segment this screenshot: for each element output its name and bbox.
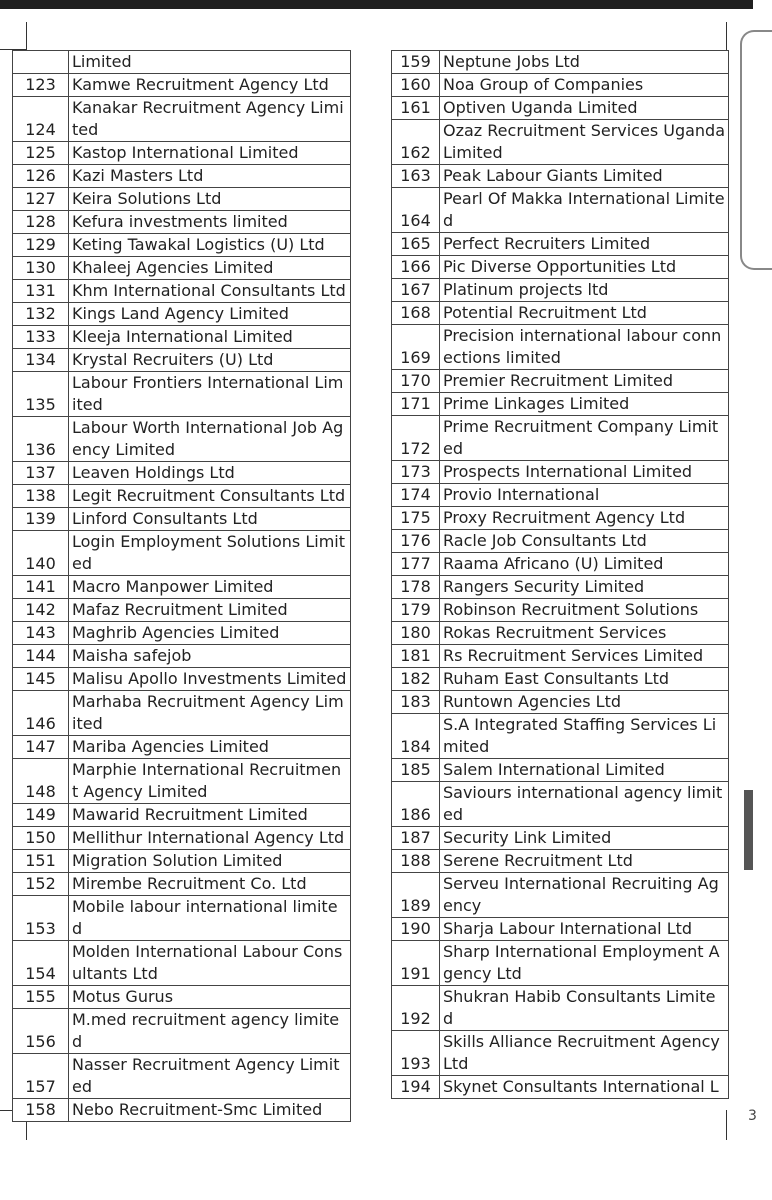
agency-name: S.A Integrated Staffing Services Limited xyxy=(440,714,729,759)
row-number: 160 xyxy=(392,74,440,97)
table-row xyxy=(13,485,351,508)
table-row xyxy=(13,280,351,303)
agency-name: Prospects International Limited xyxy=(440,461,729,484)
agency-name: Shukran Habib Consultants Limited xyxy=(440,986,729,1031)
table-row xyxy=(13,691,351,736)
top-dark-bar xyxy=(0,0,753,9)
table-row xyxy=(13,531,351,576)
row-number: 142 xyxy=(13,599,69,622)
table-row xyxy=(13,1099,351,1122)
table-row xyxy=(392,233,729,256)
table-row xyxy=(13,850,351,873)
row-number: 171 xyxy=(392,393,440,416)
row-number: 150 xyxy=(13,827,69,850)
agency-name: Platinum projects ltd xyxy=(440,279,729,302)
table-row xyxy=(392,873,729,918)
row-number: 170 xyxy=(392,370,440,393)
table-row xyxy=(392,1031,729,1076)
table-row xyxy=(392,782,729,827)
row-number xyxy=(13,51,69,74)
row-number: 166 xyxy=(392,256,440,279)
row-number: 188 xyxy=(392,850,440,873)
table-row xyxy=(392,97,729,120)
table-row xyxy=(392,461,729,484)
agency-name: Skynet Consultants International L xyxy=(440,1076,729,1099)
agency-name: Skills Alliance Recruitment Agency Ltd xyxy=(440,1031,729,1076)
row-number: 189 xyxy=(392,873,440,918)
table-row xyxy=(13,234,351,257)
agency-name: Perfect Recruiters Limited xyxy=(440,233,729,256)
agency-name: M.med recruitment agency limited xyxy=(69,1009,351,1054)
agency-name: Prime Recruitment Company Limited xyxy=(440,416,729,461)
agency-name: Kings Land Agency Limited xyxy=(69,303,351,326)
agency-name: Neptune Jobs Ltd xyxy=(440,51,729,74)
table-row xyxy=(392,256,729,279)
row-number: 132 xyxy=(13,303,69,326)
table-row xyxy=(13,188,351,211)
table-row xyxy=(392,622,729,645)
table-row xyxy=(13,165,351,188)
row-number: 162 xyxy=(392,120,440,165)
agency-name: Limited xyxy=(69,51,351,74)
row-number: 164 xyxy=(392,188,440,233)
row-number: 161 xyxy=(392,97,440,120)
agency-name: Molden International Labour Consultants Ltd xyxy=(69,941,351,986)
agency-name: Mafaz Recruitment Limited xyxy=(69,599,351,622)
row-number: 175 xyxy=(392,507,440,530)
row-number: 187 xyxy=(392,827,440,850)
row-number: 134 xyxy=(13,349,69,372)
row-number: 169 xyxy=(392,325,440,370)
row-number: 155 xyxy=(13,986,69,1009)
scroll-thumb[interactable] xyxy=(744,790,753,870)
agency-name: Racle Job Consultants Ltd xyxy=(440,530,729,553)
table-row xyxy=(392,188,729,233)
agency-name: Maghrib Agencies Limited xyxy=(69,622,351,645)
table-row xyxy=(13,349,351,372)
row-number: 180 xyxy=(392,622,440,645)
table-row xyxy=(13,417,351,462)
table-row xyxy=(13,326,351,349)
row-number: 184 xyxy=(392,714,440,759)
row-number: 153 xyxy=(13,896,69,941)
row-number: 141 xyxy=(13,576,69,599)
agency-name: Pic Diverse Opportunities Ltd xyxy=(440,256,729,279)
row-number: 163 xyxy=(392,165,440,188)
row-number: 145 xyxy=(13,668,69,691)
table-row xyxy=(392,714,729,759)
table-row xyxy=(13,941,351,986)
row-number: 127 xyxy=(13,188,69,211)
agency-name: Ruham East Consultants Ltd xyxy=(440,668,729,691)
table-row xyxy=(13,896,351,941)
agency-name: Serene Recruitment Ltd xyxy=(440,850,729,873)
row-number: 149 xyxy=(13,804,69,827)
crop-mark-top-right-v xyxy=(726,22,727,50)
row-number: 144 xyxy=(13,645,69,668)
row-number: 191 xyxy=(392,941,440,986)
table-row xyxy=(392,850,729,873)
agency-name: Serveu International Recruiting Agency xyxy=(440,873,729,918)
agency-name: Mobile labour international limited xyxy=(69,896,351,941)
agency-table-left xyxy=(12,50,351,1122)
table-row xyxy=(392,302,729,325)
table-row xyxy=(392,165,729,188)
table-row xyxy=(13,599,351,622)
table-row xyxy=(13,622,351,645)
agency-name: Migration Solution Limited xyxy=(69,850,351,873)
table-row xyxy=(392,393,729,416)
agency-name: Peak Labour Giants Limited xyxy=(440,165,729,188)
agency-name: Login Employment Solutions Limited xyxy=(69,531,351,576)
row-number: 133 xyxy=(13,326,69,349)
table-row xyxy=(392,986,729,1031)
row-number: 173 xyxy=(392,461,440,484)
table-row xyxy=(13,462,351,485)
table-row xyxy=(13,576,351,599)
table-row xyxy=(392,691,729,714)
table-row xyxy=(13,873,351,896)
row-number: 190 xyxy=(392,918,440,941)
agency-name: Labour Worth International Job Agency Limited xyxy=(69,417,351,462)
table-row xyxy=(13,804,351,827)
agency-name: Ozaz Recruitment Services Uganda Limited xyxy=(440,120,729,165)
row-number: 179 xyxy=(392,599,440,622)
row-number: 131 xyxy=(13,280,69,303)
agency-name: Sharp International Employment Agency Ltd xyxy=(440,941,729,986)
agency-name: Optiven Uganda Limited xyxy=(440,97,729,120)
table-row xyxy=(13,303,351,326)
agency-name: Sharja Labour International Ltd xyxy=(440,918,729,941)
row-number: 193 xyxy=(392,1031,440,1076)
row-number: 135 xyxy=(13,372,69,417)
agency-name: Keting Tawakal Logistics (U) Ltd xyxy=(69,234,351,257)
page-number: 3 xyxy=(748,1108,757,1124)
agency-name: Noa Group of Companies xyxy=(440,74,729,97)
agency-name: Macro Manpower Limited xyxy=(69,576,351,599)
row-number: 140 xyxy=(13,531,69,576)
table-row xyxy=(13,668,351,691)
agency-name: Provio International xyxy=(440,484,729,507)
table-row xyxy=(392,576,729,599)
row-number: 126 xyxy=(13,165,69,188)
row-number: 165 xyxy=(392,233,440,256)
row-number: 192 xyxy=(392,986,440,1031)
row-number: 156 xyxy=(13,1009,69,1054)
row-number: 148 xyxy=(13,759,69,804)
row-number: 159 xyxy=(392,51,440,74)
table-row xyxy=(13,759,351,804)
agency-name: Keira Solutions Ltd xyxy=(69,188,351,211)
table-row xyxy=(392,51,729,74)
row-number: 151 xyxy=(13,850,69,873)
table-row xyxy=(13,372,351,417)
row-number: 172 xyxy=(392,416,440,461)
agency-name: Security Link Limited xyxy=(440,827,729,850)
table-row xyxy=(392,941,729,986)
agency-name: Leaven Holdings Ltd xyxy=(69,462,351,485)
row-number: 183 xyxy=(392,691,440,714)
table-row xyxy=(13,1009,351,1054)
agency-name: Krystal Recruiters (U) Ltd xyxy=(69,349,351,372)
agency-name: Kamwe Recruitment Agency Ltd xyxy=(69,74,351,97)
table-row xyxy=(392,325,729,370)
row-number: 124 xyxy=(13,97,69,142)
agency-name: Legit Recruitment Consultants Ltd xyxy=(69,485,351,508)
table-row xyxy=(392,645,729,668)
row-number: 157 xyxy=(13,1054,69,1099)
row-number: 146 xyxy=(13,691,69,736)
agency-name: Raama Africano (U) Limited xyxy=(440,553,729,576)
agency-name: Robinson Recruitment Solutions xyxy=(440,599,729,622)
table-row xyxy=(13,986,351,1009)
agency-name: Salem International Limited xyxy=(440,759,729,782)
row-number: 174 xyxy=(392,484,440,507)
table-row xyxy=(13,1054,351,1099)
row-number: 182 xyxy=(392,668,440,691)
agency-name: Kastop International Limited xyxy=(69,142,351,165)
agency-name: Rs Recruitment Services Limited xyxy=(440,645,729,668)
agency-name: Kleeja International Limited xyxy=(69,326,351,349)
row-number: 125 xyxy=(13,142,69,165)
agency-name: Nasser Recruitment Agency Limited xyxy=(69,1054,351,1099)
table-row xyxy=(13,508,351,531)
agency-name: Premier Recruitment Limited xyxy=(440,370,729,393)
agency-name: Maisha safejob xyxy=(69,645,351,668)
table-row xyxy=(392,827,729,850)
agency-name: Kazi Masters Ltd xyxy=(69,165,351,188)
agency-table-right xyxy=(391,50,729,1099)
row-number: 168 xyxy=(392,302,440,325)
table-row xyxy=(13,736,351,759)
table-row xyxy=(13,51,351,74)
row-number: 176 xyxy=(392,530,440,553)
agency-name: Kanakar Recruitment Agency Limited xyxy=(69,97,351,142)
agency-name: Nebo Recruitment-Smc Limited xyxy=(69,1099,351,1122)
row-number: 185 xyxy=(392,759,440,782)
agency-name: Potential Recruitment Ltd xyxy=(440,302,729,325)
device-edge-overlay xyxy=(740,30,772,270)
row-number: 138 xyxy=(13,485,69,508)
row-number: 143 xyxy=(13,622,69,645)
table-row xyxy=(392,416,729,461)
crop-mark-bottom-right-v xyxy=(726,1110,727,1140)
row-number: 152 xyxy=(13,873,69,896)
agency-name: Linford Consultants Ltd xyxy=(69,508,351,531)
row-number: 136 xyxy=(13,417,69,462)
row-number: 123 xyxy=(13,74,69,97)
agency-name: Runtown Agencies Ltd xyxy=(440,691,729,714)
agency-name: Mawarid Recruitment Limited xyxy=(69,804,351,827)
table-row xyxy=(392,530,729,553)
table-row xyxy=(13,211,351,234)
table-row xyxy=(13,142,351,165)
agency-name: Mellithur International Agency Ltd xyxy=(69,827,351,850)
table-row xyxy=(13,645,351,668)
agency-name: Saviours international agency limited xyxy=(440,782,729,827)
row-number: 129 xyxy=(13,234,69,257)
agency-name: Malisu Apollo Investments Limited xyxy=(69,668,351,691)
agency-name: Precision international labour connections limited xyxy=(440,325,729,370)
agency-name: Proxy Recruitment Agency Ltd xyxy=(440,507,729,530)
agency-name: Marhaba Recruitment Agency Limited xyxy=(69,691,351,736)
table-row xyxy=(392,759,729,782)
table-row xyxy=(392,74,729,97)
table-row xyxy=(392,599,729,622)
agency-name: Khaleej Agencies Limited xyxy=(69,257,351,280)
agency-name: Mirembe Recruitment Co. Ltd xyxy=(69,873,351,896)
agency-name: Marphie International Recruitment Agency Limited xyxy=(69,759,351,804)
agency-name: Rangers Security Limited xyxy=(440,576,729,599)
table-row xyxy=(392,484,729,507)
agency-name: Pearl Of Makka International Limited xyxy=(440,188,729,233)
row-number: 137 xyxy=(13,462,69,485)
row-number: 167 xyxy=(392,279,440,302)
row-number: 128 xyxy=(13,211,69,234)
agency-name: Motus Gurus xyxy=(69,986,351,1009)
row-number: 154 xyxy=(13,941,69,986)
table-row xyxy=(392,668,729,691)
agency-name: Mariba Agencies Limited xyxy=(69,736,351,759)
agency-name: Khm International Consultants Ltd xyxy=(69,280,351,303)
row-number: 177 xyxy=(392,553,440,576)
table-row xyxy=(392,120,729,165)
row-number: 147 xyxy=(13,736,69,759)
table-row xyxy=(13,97,351,142)
agency-name: Prime Linkages Limited xyxy=(440,393,729,416)
agency-name: Labour Frontiers International Limited xyxy=(69,372,351,417)
table-row xyxy=(392,279,729,302)
agency-name: Rokas Recruitment Services xyxy=(440,622,729,645)
row-number: 158 xyxy=(13,1099,69,1122)
table-row xyxy=(392,370,729,393)
table-row xyxy=(13,827,351,850)
row-number: 178 xyxy=(392,576,440,599)
row-number: 186 xyxy=(392,782,440,827)
row-number: 194 xyxy=(392,1076,440,1099)
row-number: 181 xyxy=(392,645,440,668)
row-number: 130 xyxy=(13,257,69,280)
table-row xyxy=(392,553,729,576)
crop-mark-top-left-v xyxy=(26,22,27,50)
table-row xyxy=(13,74,351,97)
table-row xyxy=(392,918,729,941)
table-row xyxy=(13,257,351,280)
row-number: 139 xyxy=(13,508,69,531)
table-row xyxy=(392,507,729,530)
agency-name: Kefura investments limited xyxy=(69,211,351,234)
table-row xyxy=(392,1076,729,1099)
